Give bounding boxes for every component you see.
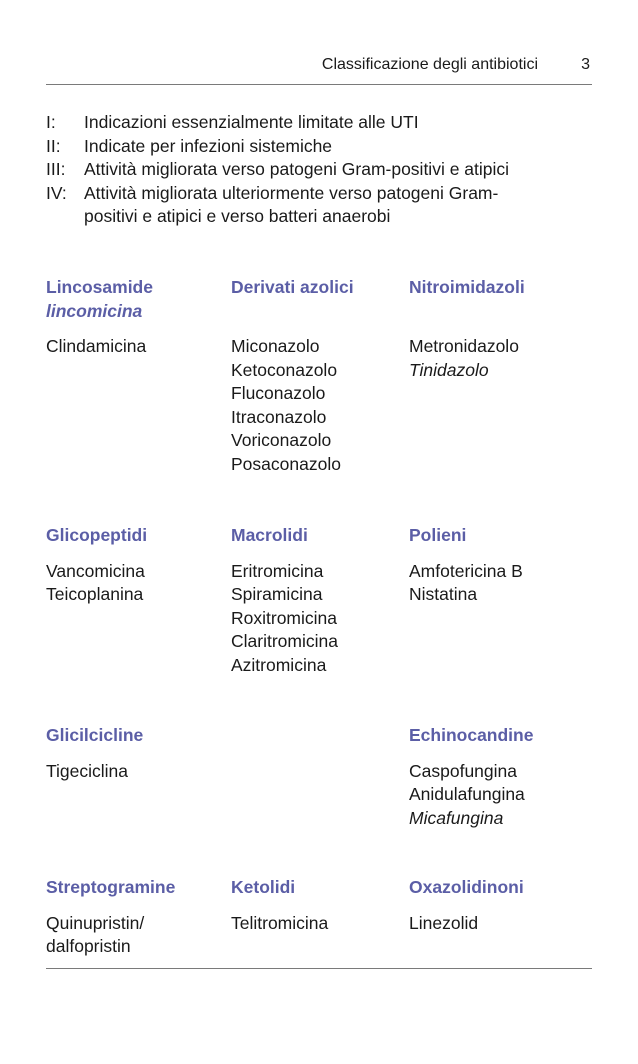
drug-item: Amfotericina B [409, 560, 523, 581]
group-title: Echinocandine [409, 725, 534, 745]
legend-row [46, 111, 606, 135]
drug-item: Fluconazolo [231, 383, 326, 403]
legend-key: I: [46, 112, 56, 132]
drug-item: Spiramicina [231, 584, 323, 604]
group-title: Macrolidi [231, 525, 308, 545]
legend-text: Attività migliorata ulteriormente verso patogeni Gram- [84, 182, 499, 203]
drug-item: Miconazolo [231, 336, 320, 356]
drug-item: Caspofungina [409, 760, 517, 781]
drug-group-nitroimidazoles [409, 276, 609, 382]
drug-item: Telitromicina [231, 912, 329, 933]
legend [46, 111, 606, 229]
drug-group-streptogramins [46, 876, 226, 959]
group-title: Lincosamide [46, 277, 153, 297]
drug-group-polyenes [409, 524, 609, 607]
drug-item: Claritromicina [231, 631, 338, 651]
drug-item: Nistatina [409, 584, 478, 604]
legend-key: III: [46, 159, 66, 179]
legend-text: Indicate per infezioni sistemiche [84, 135, 333, 156]
page-number: 3 [581, 56, 590, 73]
drug-item: Azitromicina [231, 654, 327, 675]
legend-row [46, 182, 606, 206]
group-title: Streptogramine [46, 877, 176, 897]
drug-item: Vancomicina [46, 560, 145, 581]
drug-item: Tigeciclina [46, 760, 129, 781]
group-title: Ketolidi [231, 877, 296, 897]
legend-key [46, 205, 84, 229]
header-title: Classificazione degli antibiotici [321, 56, 538, 73]
top-divider [46, 84, 592, 85]
group-title: Oxazolidinoni [409, 877, 524, 897]
group-title: Derivati azolici [231, 277, 354, 297]
bottom-divider [46, 968, 592, 969]
drug-item: dalfopristin [46, 936, 131, 956]
drug-group-glycylcyclines [46, 724, 226, 783]
legend-row [46, 158, 606, 182]
drug-item: Quinupristin/ [46, 912, 145, 933]
group-title: Polieni [409, 525, 467, 545]
drug-item: Itraconazolo [231, 406, 327, 427]
drug-group-lincosamide [46, 276, 226, 359]
drug-group-glycopeptides [46, 524, 226, 607]
drug-item: Tinidazolo [409, 359, 489, 380]
drug-item: Posaconazolo [231, 453, 341, 474]
page-header [46, 56, 592, 82]
drug-item: Teicoplanina [46, 584, 144, 604]
drug-group-echinocandins [409, 724, 609, 830]
group-title: Glicilcicline [46, 725, 144, 745]
legend-text: Indicazioni essenzialmente limitate alle UTI [84, 112, 419, 132]
legend-row [46, 205, 606, 229]
drug-item: Ketoconazolo [231, 359, 338, 380]
drug-item: Metronidazolo [409, 336, 519, 356]
drug-item: Clindamicina [46, 336, 147, 356]
drug-group-oxazolidinones [409, 876, 609, 935]
group-title: Glicopeptidi [46, 525, 148, 545]
drug-item: Anidulafungina [409, 784, 525, 804]
drug-item: Linezolid [409, 912, 479, 933]
legend-row [46, 135, 606, 159]
drug-item: Voriconazolo [231, 430, 332, 450]
drug-item: Micafungina [409, 807, 504, 828]
group-subtitle: lincomicina [46, 300, 143, 321]
group-title: Nitroimidazoli [409, 277, 525, 297]
drug-item: Eritromicina [231, 560, 324, 581]
legend-text: positivi e atipici e verso batteri anaerobi [84, 206, 391, 226]
legend-key: II: [46, 135, 61, 156]
drug-group-macrolides [231, 524, 406, 677]
drug-group-azoles [231, 276, 406, 476]
legend-text: Attività migliorata verso patogeni Gram-positivi e atipici [84, 159, 510, 179]
drug-item: Roxitromicina [231, 607, 337, 628]
drug-group-ketolides [231, 876, 406, 935]
legend-key: IV: [46, 182, 67, 203]
